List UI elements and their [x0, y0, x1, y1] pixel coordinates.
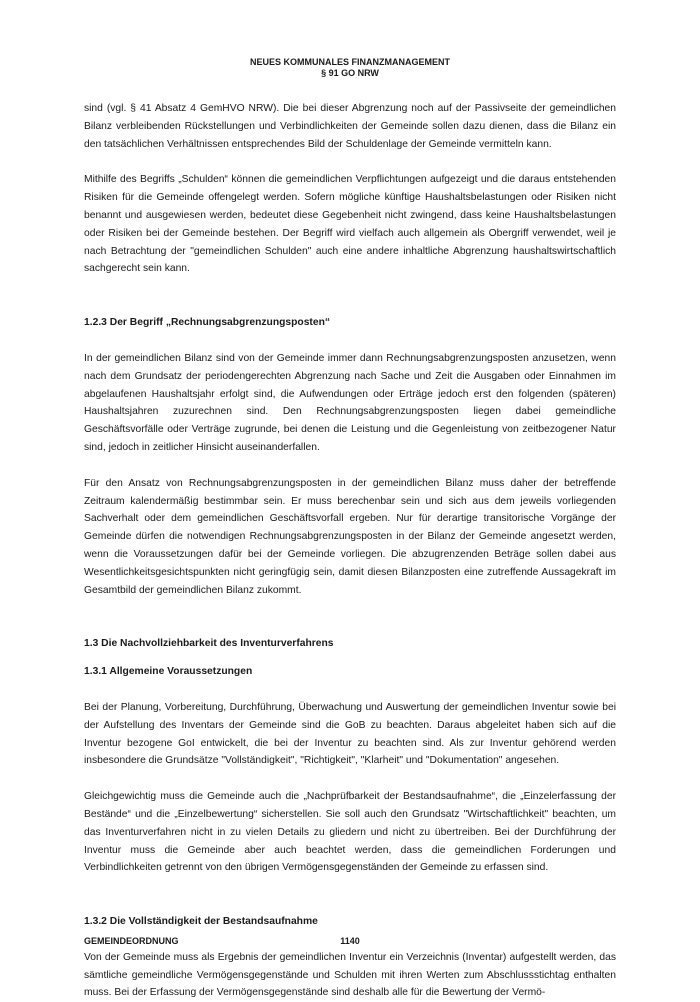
section-heading-1-3: 1.3 Die Nachvollziehbarkeit des Inventurverfahrens: [84, 638, 334, 650]
header-section: § 91 GO NRW: [321, 68, 379, 78]
paragraph: sind (vgl. § 41 Absatz 4 GemHVO NRW). Die bei dieser Abgrenzung noch auf der Passivseite der gemeindlichen Bilanz verbleibenden Rückstellungen und Verbindlichkeiten der Gemeinde sollen dazu dienen, dass die Bilanz ein den tatsächlichen Verhältnissen entsprechendes Bild der Schuldenlage der Gemeinde vermitteln kann.: [84, 103, 616, 150]
header-title: NEUES KOMMUNALES FINANZMANAGEMENT: [250, 57, 450, 67]
paragraph: Für den Ansatz von Rechnungsabgrenzungsposten in der gemeindlichen Bilanz muss daher der betreffende Zeitraum kalendermäßig bestimmbar sein. Er muss berechenbar sein und sich aus dem jeweils vorliegenden Sachverhalt oder dem gemeindlichen Geschäftsvorfall ergeben. Nur für derartige transitorische Vorgänge der Gemeinde dürfen die notwendigen Rechnungsabgrenzungsposten in der Bilanz der Gemeinde angesetzt werden, wenn die Voraussetzungen dafür bei der Gemeinde vorliegen. Die abzugrenzenden Beträge sollen dabei aus Wesentlichkeitsgesichtspunkten nicht geringfügig sein, damit diesen Bilanzposten eine zutreffende Aussagekraft im Gesamtbild der gemeindlichen Bilanz zukommt.: [84, 477, 616, 596]
page-number: 1140: [340, 936, 360, 946]
section-heading-1-3-1: 1.3.1 Allgemeine Voraussetzungen: [84, 666, 253, 678]
paragraph: Bei der Planung, Vorbereitung, Durchführung, Überwachung und Auswertung der gemeindlichen Inventur sowie bei der Aufstellung des Inventars der Gemeinde sind die GoB zu beachten. Daraus abgeleitet haben sich auf die Inventur bezogene GoI entwickelt, die bei der Inventur zu beachten sind. Als zur Inventur gehörend werden insbesondere die Grundsätze "Vollständigkeit", "Richtigkeit", "Klarheit" und "Dokumentation" angesehen.: [84, 701, 616, 767]
page-body: [84, 100, 616, 1002]
page-header: [0, 57, 700, 79]
paragraph: Mithilfe des Begriffs „Schulden“ können die gemeindlichen Verpflichtungen aufgezeigt und die daraus entstehenden Risiken für die Gemeinde offengelegt werden. Sofern mögliche künftige Haushaltsbelastungen oder Risiken nicht benannt und ausgewiesen werden, bedeutet diese Gegebenheit nicht zwingend, dass keine Haushaltsbelastungen oder Risiken bei der Gemeinde bestehen. Der Begriff wird vielfach auch allgemein als Obergriff verwendet, weil je nach Betrachtung der "gemeindlichen Schulden" auch eine andere inhaltliche Abgrenzung haushaltswirtschaftlich sachgerecht sein kann.: [84, 174, 616, 275]
section-heading-1-2-3: 1.2.3 Der Begriff „Rechnungsabgrenzungsposten“: [84, 317, 331, 329]
footer-title: GEMEINDEORDNUNG: [84, 936, 179, 946]
paragraph: Von der Gemeinde muss als Ergebnis der gemeindlichen Inventur ein Verzeichnis (Inventar) aufgestellt werden, das sämtliche gemeindliche Vermögensgegenstände und Schulden mit ihren Werten zum Abschlussstichtag enthalten muss. Bei der Erfassung der Vermögensgegenstände sind deshalb alle für die Bewertung der Vermö-: [84, 951, 616, 999]
paragraph: In der gemeindlichen Bilanz sind von der Gemeinde immer dann Rechnungsabgrenzungsposten anzusetzen, wenn nach dem Grundsatz der periodengerechten Abgrenzung nach Sache und Zeit die Ausgaben oder Einnahmen im abgelaufenen Haushaltsjahr erfolgt sind, die Aufwendungen oder Erträge jedoch erst den folgenden (späteren) Haushaltsjahren zuzurechnen sind. Den Rechnungsabgrenzungsposten liegen dabei gemeindliche Geschäftsvorfälle oder Verträge zugrunde, bei denen die Leistung und die Gegenleistung von zeitbezogener Natur sind, jedoch in zeitlicher Hinsicht auseinanderfallen.: [84, 352, 616, 453]
paragraph: Gleichgewichtig muss die Gemeinde auch die „Nachprüfbarkeit der Bestandsaufnahme“, die „Einzelerfassung der Bestände“ und die „Einzelbewertung“ sicherstellen. Sie soll auch den Grundsatz "Wirtschaftlichkeit" beachten, um das Inventurverfahren nicht in zu vielen Details zu gliedern und nicht zu übertreiben. Bei der Durchführung der Inventur muss die Gemeinde aber auch beachtet werden, dass die gemeindlichen Forderungen und Verbindlichkeiten getrennt von den übrigen Vermögensgegenständen der Gemeinde zu erfassen sind.: [84, 791, 616, 874]
section-heading-1-3-2: 1.3.2 Die Vollständigkeit der Bestandsaufnahme: [84, 916, 318, 928]
